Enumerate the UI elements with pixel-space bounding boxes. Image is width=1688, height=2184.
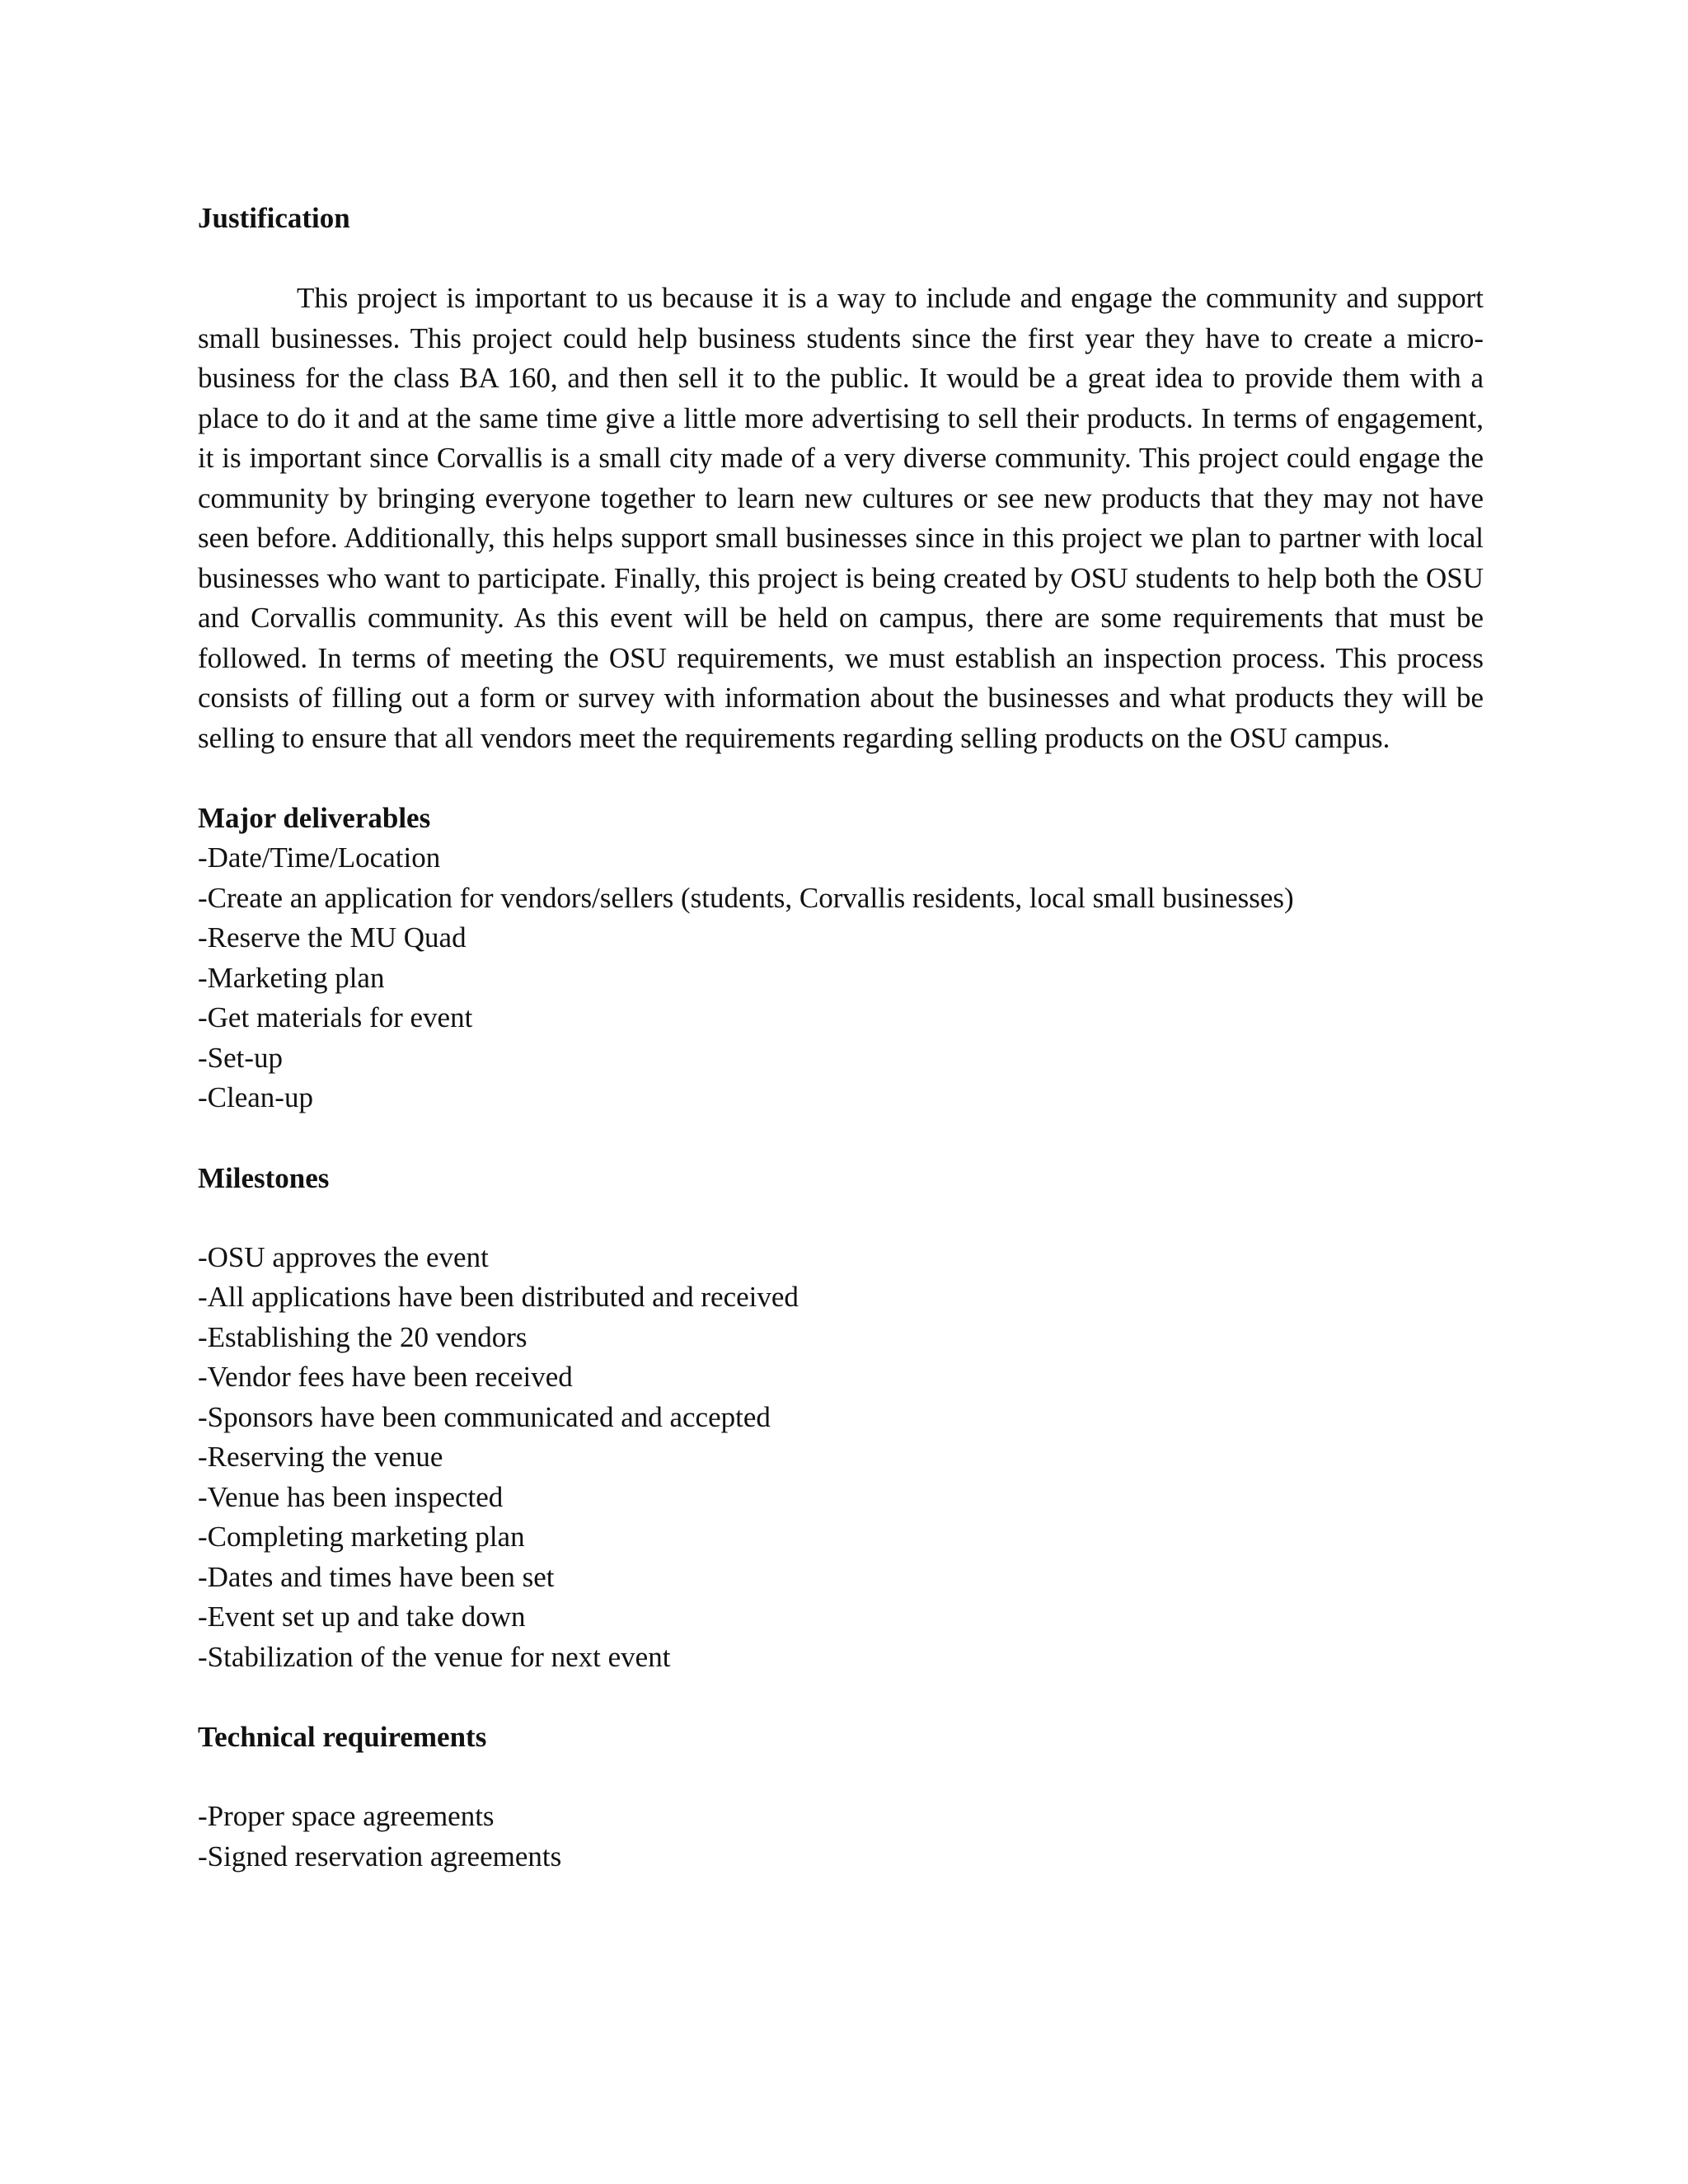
list-item: -Stabilization of the venue for next event [198,1640,671,1673]
deliverables-heading: Major deliverables [198,802,431,834]
justification-paragraph: This project is important to us because it is a way to include and engage the community and support small businesses. This project could help business students since the first year they have to create a micro-business for the class BA 160, and then sell it to the public. It would be a great idea to provide them with a place to do it and at the same time give a little more advertising to sell their products. In terms of engagement, it is important since Corvallis is a small city made of a very diverse community. This project could engage the community by bringing everyone together to learn new cultures or see new products that they may not have seen before. Additionally, this helps support small businesses since in this project we plan to partner with local businesses who want to participate. Finally, this project is being created by OSU students to help both the OSU and Corvallis community. As this event will be held on campus, there are some requirements that must be followed. In terms of meeting the OSU requirements, we must establish an inspection process. This process consists of filling out a form or survey with information about the businesses and what products they will be selling to ensure that all vendors meet the requirements regarding selling products on the OSU campus. [198,282,1484,754]
technical-heading: Technical requirements [198,1721,487,1753]
justification-heading: Justification [198,202,350,234]
list-item: -Establishing the 20 vendors [198,1320,528,1353]
list-item: -Completing marketing plan [198,1521,525,1553]
milestones-heading: Milestones [198,1161,330,1194]
list-item: -Vendor fees have been received [198,1361,573,1393]
spacer [198,1677,1484,1717]
list-item: -Clean-up [198,1081,313,1113]
list-item: -Dates and times have been set [198,1560,555,1593]
list-item: -OSU approves the event [198,1240,489,1273]
spacer [198,238,1484,279]
list-item: -All applications have been distributed and received [198,1281,799,1313]
spacer [198,758,1484,798]
milestones-list [198,1238,1484,1678]
list-item: -Create an application for vendors/sellers (students, Corvallis residents, local small businesses) [198,881,1294,914]
list-item: -Sponsors have been communicated and accepted [198,1400,771,1433]
spacer [198,1198,1484,1238]
list-item: -Signed reservation agreements [198,1840,562,1872]
list-item: -Proper space agreements [198,1800,495,1832]
list-item: -Date/Time/Location [198,841,441,874]
list-item: -Reserve the MU Quad [198,921,467,954]
technical-list [198,1797,1484,1877]
deliverables-list [198,838,1484,1118]
spacer [198,1757,1484,1797]
list-item: -Event set up and take down [198,1601,526,1633]
list-item: -Set-up [198,1041,284,1074]
list-item: -Venue has been inspected [198,1480,504,1513]
spacer [198,1118,1484,1158]
list-item: -Marketing plan [198,961,385,994]
list-item: -Get materials for event [198,1001,473,1033]
document-page [198,198,1484,1877]
list-item: -Reserving the venue [198,1441,443,1473]
